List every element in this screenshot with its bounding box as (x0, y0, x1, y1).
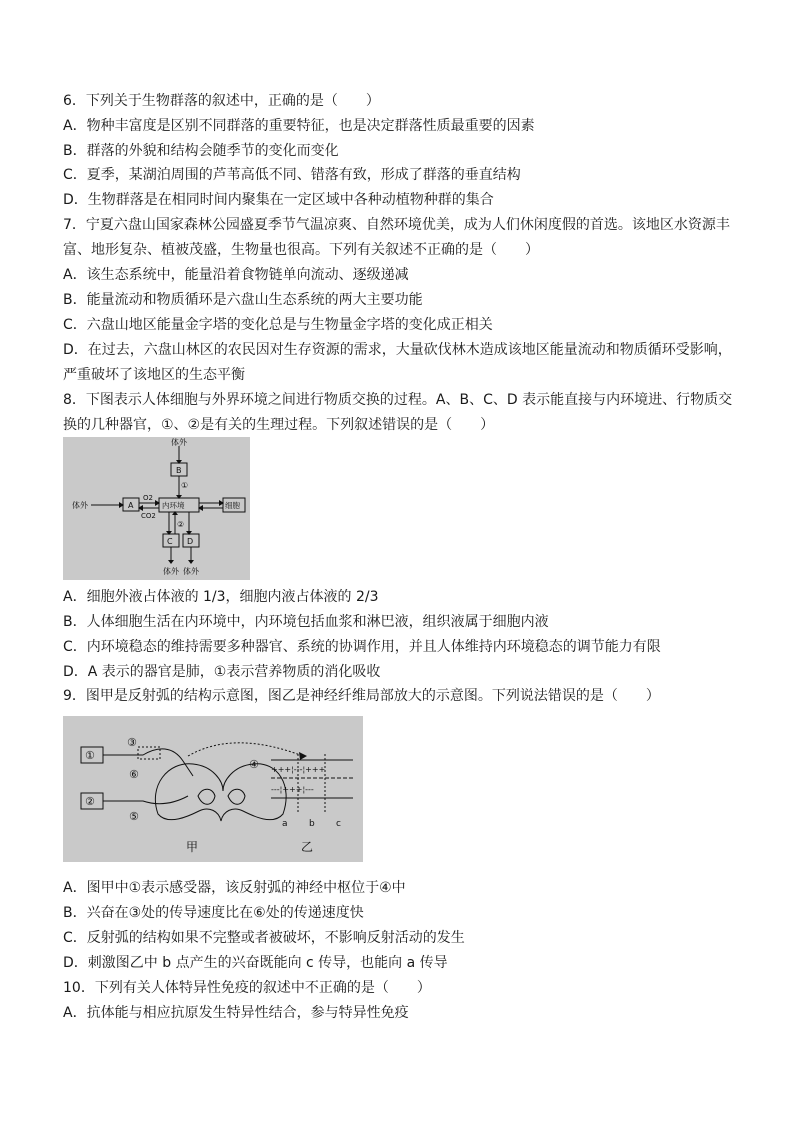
q8-option-d: D．A 表示的器官是肺，①表示营养物质的消化吸收 (63, 664, 381, 680)
label-1: ① (85, 749, 95, 762)
q6-option-b: B．群落的外貌和结构会随季节的变化而变化 (63, 143, 339, 159)
label-bottom-c: 体外 (163, 567, 179, 576)
spinal-cord-outline (155, 764, 286, 821)
q9-option-c: C．反射弧的结构如果不完整或者被破坏，不影响反射活动的发生 (63, 930, 465, 946)
q6-stem: 6．下列关于生物群落的叙述中，正确的是（ ） (63, 93, 380, 109)
charge-row-bottom: ---¦+++¦--- (271, 785, 314, 794)
ascending-pathway (188, 743, 303, 756)
gray-matter-right (228, 789, 245, 804)
q7-option-d-line2: 严重破坏了该地区的生态平衡 (63, 367, 245, 383)
label-process-1: ① (181, 481, 189, 490)
q8-stem-line1: 8．下图表示人体细胞与外界环境之间进行物质交换的过程。A、B、C、D 表示能直接与内环境进、行物质交 (63, 392, 733, 408)
q7-stem-line2: 富、地形复杂、植被茂盛，生物量也很高。下列有关叙述不正确的是（ ） (63, 242, 539, 258)
q8-figure (63, 437, 250, 580)
q7-stem-line1: 7．宁夏六盘山国家森林公园盛夏季节气温凉爽、自然环境优美，成为人们休闲度假的首选。该地区水资源丰 (63, 217, 730, 233)
q7-option-a: A．该生态系统中，能量沿着食物链单向流动、逐级递减 (63, 267, 409, 283)
label-6: ⑥ (129, 768, 139, 781)
label-box-b: B (176, 466, 182, 475)
q8-option-c: C．内环境稳态的维持需要多种器官、系统的协调作用，并且人体维持内环境稳态的调节能力有限 (63, 639, 661, 655)
label-internal-environment: 内环境 (162, 501, 185, 510)
efferent-fiber (103, 796, 188, 804)
arrowhead (188, 560, 194, 564)
dashed-box-3 (138, 747, 160, 759)
label-2: ② (85, 795, 95, 808)
label-o2: O2 (143, 494, 153, 502)
label-a: a (282, 819, 288, 829)
reflex-arc-diagram (63, 716, 363, 862)
label-process-2: ② (177, 520, 185, 529)
gray-matter-left (198, 789, 215, 804)
label-box-d: D (187, 537, 194, 546)
label-5: ⑤ (129, 810, 139, 823)
q8-option-b: B．人体细胞生活在内环境中，内环境包括血浆和淋巴液，组织液属于细胞内液 (63, 614, 549, 630)
q8-stem-line2: 换的几种器官，①、②是有关的生理过程。下列叙述错误的是（ ） (63, 417, 495, 433)
q6-option-a: A．物种丰富度是区别不同群落的重要特征，也是决定群落性质最重要的因素 (63, 118, 535, 134)
q6-option-c: C．夏季，某湖泊周围的芦苇高低不同、错落有致，形成了群落的垂直结构 (63, 167, 521, 183)
q10-stem: 10．下列有关人体特异性免疫的叙述中不正确的是（ ） (63, 980, 431, 996)
q9-option-b: B．兴奋在③处的传导速度比在⑥处的传递速度快 (63, 905, 364, 921)
label-left-outside: 体外 (72, 501, 88, 510)
label-box-a: A (128, 501, 134, 510)
arrowhead (168, 560, 174, 564)
caption-jia: 甲 (186, 840, 199, 854)
label-c: c (336, 819, 341, 829)
q9-figure (63, 716, 363, 862)
label-cell: 细胞 (225, 501, 240, 510)
label-b: b (309, 819, 315, 829)
q9-stem: 9．图甲是反射弧的结构示意图，图乙是神经纤维局部放大的示意图。下列说法错误的是（ ） (63, 688, 660, 704)
arrowhead (299, 752, 307, 760)
q10-option-a: A．抗体能与相应抗原发生特异性结合，参与特异性免疫 (63, 1005, 409, 1021)
q8-option-a: A．细胞外液占体液的 1/3，细胞内液占体液的 2/3 (63, 589, 379, 605)
q7-option-b: B．能量流动和物质循环是六盘山生态系统的两大主要功能 (63, 292, 423, 308)
q9-option-d: D．刺激图乙中 b 点产生的兴奋既能向 c 传导，也能向 a 传导 (63, 955, 448, 971)
caption-yi: 乙 (301, 840, 314, 854)
label-4: ④ (249, 758, 259, 771)
label-co2: CO2 (141, 512, 156, 520)
charge-row-top: +++¦---¦+++ (271, 765, 326, 774)
q7-option-d-line1: D．在过去，六盘山林区的农民因对生存资源的需求，大量砍伐林木造成该地区能量流动和物质循环受影响， (63, 342, 732, 358)
label-top-outside: 体外 (171, 438, 187, 447)
q7-option-c: C．六盘山地区能量金字塔的变化总是与生物量金字塔的变化成正相关 (63, 317, 493, 333)
exchange-diagram (63, 437, 250, 580)
label-box-c: C (167, 537, 173, 546)
label-bottom-d: 体外 (183, 567, 199, 576)
label-3: ③ (127, 736, 137, 749)
q6-option-d: D．生物群落是在相同时间内聚集在一定区域中各种动植物种群的集合 (63, 192, 494, 208)
q9-option-a: A．图甲中①表示感受器，该反射弧的神经中枢位于④中 (63, 880, 406, 896)
afferent-fiber (103, 749, 193, 776)
